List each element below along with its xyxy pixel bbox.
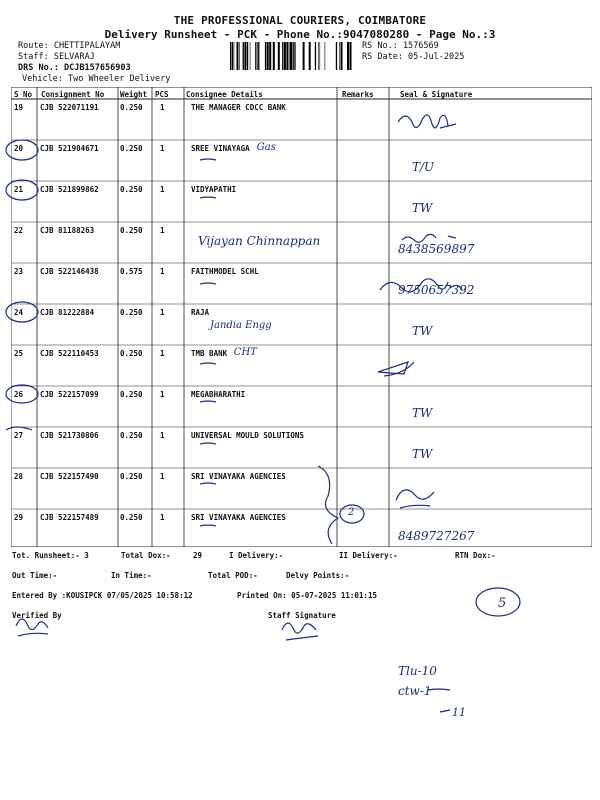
row-weight: 0.250: [120, 103, 143, 112]
row-cons: CJB 522157490: [40, 472, 99, 481]
rs-number: RS No.: 1576569: [362, 41, 439, 51]
staff-label: Staff: SELVARAJ: [18, 52, 95, 62]
rtn-dox-label: RTN Dox:-: [455, 551, 496, 560]
i-delivery-label: I Delivery:-: [229, 551, 284, 560]
row-signature: TW: [412, 201, 433, 215]
row-weight: 0.250: [120, 349, 143, 358]
row-weight: 0.575: [120, 267, 143, 276]
row-sno: 27: [14, 431, 24, 440]
row-pcs: 1: [160, 390, 165, 399]
in-time-label: In Time:-: [111, 571, 152, 580]
row-sno: 29: [14, 513, 24, 522]
runsheet-subtitle: Delivery Runsheet - PCK - Phone No.:9047080280 - Page No.:3: [104, 28, 496, 41]
row-pcs: 1: [160, 308, 165, 317]
route-label: Route: CHETTIPALAYAM: [18, 41, 121, 51]
total-dox-value: 29: [193, 551, 203, 560]
drs-label: DRS No.: DCJB157656903: [18, 63, 131, 73]
row-pcs: 1: [160, 103, 165, 112]
row-cons: CJB 522146438: [40, 267, 99, 276]
row-pcs: 1: [160, 349, 165, 358]
row-sno: 23: [14, 267, 24, 276]
row-signature: TW: [412, 447, 433, 461]
tally-line-1: Tlu-10: [398, 664, 437, 678]
row-weight: 0.250: [120, 513, 143, 522]
row-weight: 0.250: [120, 431, 143, 440]
total-dox-label: Total Dox:-: [121, 551, 171, 560]
row-consignee: TMB BANK: [191, 349, 228, 358]
row-consignee: VIDYAPATHI: [191, 185, 237, 194]
total-pod-label: Total POD:-: [208, 571, 258, 580]
out-time-label: Out Time:-: [12, 571, 58, 580]
row-consignee: MEGABHARATHI: [191, 390, 246, 399]
row-signature: 8489727267: [398, 529, 475, 543]
row-weight: 0.250: [120, 144, 143, 153]
rs-date: RS Date: 05-Jul-2025: [362, 52, 465, 62]
row-signature: T/U: [412, 160, 435, 174]
row-signature: 8438569897: [398, 242, 475, 256]
row-consignee: SREE VINAYAGA: [191, 144, 250, 153]
row-weight: 0.250: [120, 226, 143, 235]
row-sno: 24: [14, 308, 24, 317]
col-header-sno: S No: [14, 90, 33, 99]
row-pcs: 1: [160, 431, 165, 440]
row-handwritten-note: Vijayan Chinnappan: [198, 234, 321, 248]
row-sno: 26: [14, 390, 24, 399]
printed-on: Printed On: 05-07-2025 11:01:15: [237, 591, 377, 600]
vehicle-label: Vehicle: Two Wheeler Delivery: [22, 74, 171, 84]
row-handwritten-note: CHT: [233, 347, 257, 358]
row-sno: 21: [14, 185, 24, 194]
row-weight: 0.250: [120, 308, 143, 317]
row-consignee: FAITHMODEL SCHL: [191, 267, 259, 276]
row-cons: CJB 81188263: [40, 226, 95, 235]
row-pcs: 1: [160, 185, 165, 194]
row-consignee: SRI VINAYAKA AGENCIES: [191, 513, 286, 522]
row-pcs: 1: [160, 513, 165, 522]
company-title: THE PROFESSIONAL COURIERS, COIMBATORE: [173, 14, 427, 27]
row-cons: CJB 521904671: [40, 144, 99, 153]
row-sno: 22: [14, 226, 24, 235]
row-cons: CJB 81222884: [40, 308, 95, 317]
col-header-seal-signature: Seal & Signature: [400, 90, 473, 99]
row-cons: CJB 522157489: [40, 513, 99, 522]
row-pcs: 1: [160, 267, 165, 276]
row-cons: CJB 522110453: [40, 349, 99, 358]
delivery-points-label: Delvy Points:-: [286, 571, 350, 580]
row-sno: 20: [14, 144, 24, 153]
row-consignee: UNIVERSAL MOULD SOLUTIONS: [191, 431, 304, 440]
row-signature: TW: [412, 324, 433, 338]
row-cons: CJB 521899862: [40, 185, 99, 194]
row-sno: 19: [14, 103, 24, 112]
row-signature: TW: [412, 406, 433, 420]
entered-by: Entered By :KOUSIPCK 07/05/2025 10:58:12: [12, 591, 193, 600]
row-cons: CJB 522157099: [40, 390, 99, 399]
tally-line-2: ctw-1: [398, 684, 432, 698]
circled-count: 5: [498, 596, 507, 611]
row-signature: 9750657392: [398, 283, 475, 297]
row-pcs: 1: [160, 226, 165, 235]
row-weight: 0.250: [120, 472, 143, 481]
col-header-consignee: Consignee Details: [186, 90, 263, 99]
row-pcs: 1: [160, 144, 165, 153]
row-weight: 0.250: [120, 185, 143, 194]
staff-signature-label: Staff Signature: [268, 611, 336, 620]
bracket-count: 2: [348, 507, 355, 518]
total-runsheet: Tot. Runsheet:- 3: [12, 551, 89, 560]
row-weight: 0.250: [120, 390, 143, 399]
row-handwritten-note: Gas: [256, 142, 276, 153]
row-handwritten-note: Jandia Engg: [210, 320, 272, 331]
row-cons: CJB 522071191: [40, 103, 99, 112]
ii-delivery-label: II Delivery:-: [339, 551, 398, 560]
col-header-remarks: Remarks: [342, 90, 374, 99]
row-consignee: SRI VINAYAKA AGENCIES: [191, 472, 286, 481]
col-header-pcs: PCS: [155, 90, 169, 99]
row-consignee: THE MANAGER CDCC BANK: [191, 103, 286, 112]
row-pcs: 1: [160, 472, 165, 481]
tally-line-3: 11: [452, 706, 466, 719]
col-header-consignment: Consignment No: [41, 90, 105, 99]
col-header-weight: Weight: [120, 90, 148, 99]
row-sno: 28: [14, 472, 24, 481]
row-sno: 25: [14, 349, 24, 358]
verified-by-label: Verified By: [12, 611, 62, 620]
row-consignee: RAJA: [191, 308, 210, 317]
row-cons: CJB 521730806: [40, 431, 99, 440]
